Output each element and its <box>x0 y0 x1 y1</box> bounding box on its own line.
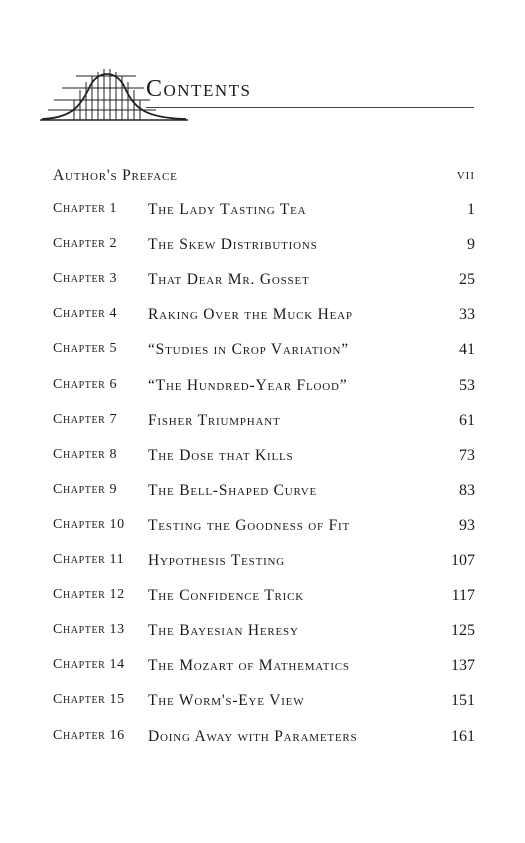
chapter-title: The Dose that Kills <box>148 447 294 464</box>
toc-row[interactable] <box>0 341 525 365</box>
title-divider <box>146 107 474 108</box>
chapter-page: 1 <box>467 201 475 218</box>
preface-label: Author's Preface <box>53 167 178 184</box>
chapter-page: 61 <box>459 412 475 429</box>
chapter-number: Chapter 8 <box>53 447 118 462</box>
chapter-number: Chapter 1 <box>53 201 118 216</box>
chapter-number: Chapter 7 <box>53 412 118 427</box>
chapter-number: Chapter 15 <box>53 692 125 707</box>
chapter-page: 73 <box>459 447 475 464</box>
chapter-title: Hypothesis Testing <box>148 552 286 569</box>
chapter-page: 9 <box>467 236 475 253</box>
chapter-number: Chapter 6 <box>53 377 118 392</box>
chapter-page: 53 <box>459 377 475 394</box>
toc-row[interactable] <box>0 377 525 401</box>
chapter-title: The Bell-Shaped Curve <box>148 482 318 499</box>
toc-row[interactable] <box>0 728 525 752</box>
chapter-number: Chapter 2 <box>53 236 118 251</box>
preface-page: vii <box>456 167 475 183</box>
chapter-number: Chapter 16 <box>53 728 125 743</box>
chapter-page: 125 <box>451 622 475 639</box>
toc-row[interactable] <box>0 517 525 541</box>
toc-row[interactable] <box>0 447 525 471</box>
toc-row[interactable] <box>0 236 525 260</box>
toc-row[interactable] <box>0 692 525 716</box>
chapter-page: 161 <box>451 728 475 745</box>
chapter-title: “Studies in Crop Variation” <box>148 341 349 358</box>
chapter-title: The Worm's-Eye View <box>148 692 305 709</box>
chapter-title: The Confidence Trick <box>148 587 305 604</box>
chapter-page: 107 <box>451 552 475 569</box>
chapter-number: Chapter 9 <box>53 482 118 497</box>
chapter-page: 137 <box>451 657 475 674</box>
toc-row[interactable] <box>0 587 525 611</box>
chapter-number: Chapter 14 <box>53 657 125 672</box>
toc-row[interactable] <box>0 657 525 681</box>
chapter-number: Chapter 5 <box>53 341 118 356</box>
chapter-page: 117 <box>451 587 475 604</box>
contents-header <box>0 0 525 130</box>
chapter-number: Chapter 13 <box>53 622 125 637</box>
chapter-page: 93 <box>459 517 475 534</box>
chapter-title: Doing Away with Parameters <box>148 728 358 745</box>
chapter-title: The Bayesian Heresy <box>148 622 299 639</box>
chapter-number: Chapter 3 <box>53 271 118 286</box>
chapter-title: Raking Over the Muck Heap <box>148 306 353 323</box>
toc-row[interactable] <box>0 306 525 330</box>
chapter-page: 33 <box>459 306 475 323</box>
chapter-page: 25 <box>459 271 475 288</box>
chapter-number: Chapter 10 <box>53 517 125 532</box>
chapter-number: Chapter 4 <box>53 306 118 321</box>
chapter-title: The Lady Tasting Tea <box>148 201 307 218</box>
chapter-number: Chapter 11 <box>53 552 125 567</box>
page-title: Contents <box>146 76 252 102</box>
chapter-page: 151 <box>451 692 475 709</box>
toc-row[interactable] <box>0 552 525 576</box>
toc-row[interactable] <box>0 201 525 225</box>
toc-row-preface[interactable] <box>0 167 525 191</box>
chapter-title: That Dear Mr. Gosset <box>148 271 310 288</box>
chapter-title: Testing the Goodness of Fit <box>148 517 351 534</box>
toc-row[interactable] <box>0 271 525 295</box>
toc-row[interactable] <box>0 622 525 646</box>
chapter-title: “The Hundred-Year Flood” <box>148 377 348 394</box>
chapter-title: The Skew Distributions <box>148 236 318 253</box>
chapter-title: The Mozart of Mathematics <box>148 657 350 674</box>
toc-row[interactable] <box>0 412 525 436</box>
toc-row[interactable] <box>0 482 525 506</box>
chapter-page: 41 <box>459 341 475 358</box>
chapter-title: Fisher Triumphant <box>148 412 281 429</box>
chapter-number: Chapter 12 <box>53 587 125 602</box>
chapter-page: 83 <box>459 482 475 499</box>
